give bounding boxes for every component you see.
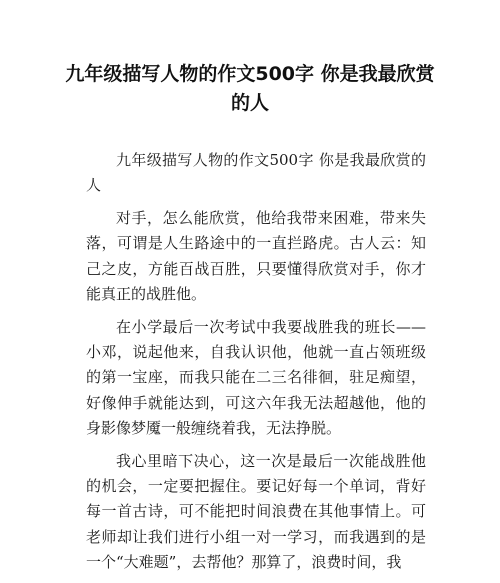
paragraph-1: 对手，怎么能欣赏，他给我带来困难，带来失落，可谓是人生路途中的一直拦路虎。古人云：知己之皮，方能百战百胜，只要懂得欣赏对手，你才能真正的战胜他。 <box>86 209 426 303</box>
document-title: 九年级描写人物的作文500字 你是我最欣赏的人 <box>65 63 435 114</box>
paragraph-heading-repeat: 九年级描写人物的作文500字 你是我最欣赏的人 <box>86 151 426 195</box>
paragraph-3: 我心里暗下决心，这一次是最后一次能战胜他的机会，一定要把握住。要记好每一个单词，背好每一首古诗，可不能把时间浪费在其他事情上。可老师却让我们进行小组一对一学习，而我遇到的是一个“大难题”，去帮他？那算了，浪费时间，我 <box>86 451 426 571</box>
paragraph-2: 在小学最后一次考试中我要战胜我的班长——小邓，说起他来，自我认识他，他就一直占领班级的第一宝座，而我只能在二三名徘徊，驻足痴望，好像伸手就能达到，可这六年我无法超越他，他的身影像梦魇一般缠绕着我，无法挣脱。 <box>86 317 426 437</box>
document-body <box>86 148 426 583</box>
